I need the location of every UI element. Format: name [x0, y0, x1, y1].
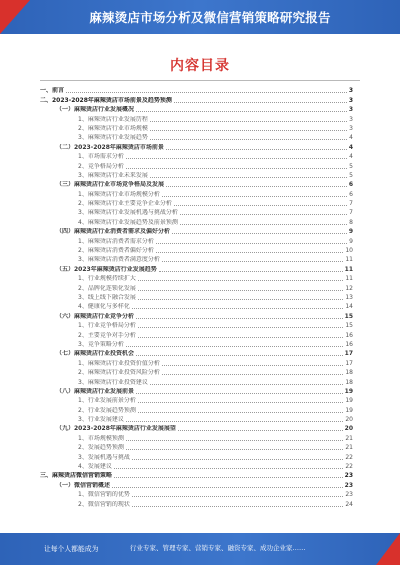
toc-entry[interactable]	[40, 461, 353, 470]
toc-entry-page: 14	[345, 303, 353, 311]
toc-entry-text: 2、微信营销的现状	[78, 500, 130, 508]
toc-entry[interactable]	[40, 226, 353, 235]
toc-entry[interactable]	[40, 320, 353, 329]
toc-leader-dots	[126, 421, 344, 422]
toc-entry[interactable]	[40, 470, 353, 479]
toc-entry-text: 2、麻辣烫店消费者偏好分析	[78, 247, 154, 255]
toc-entry[interactable]	[40, 310, 353, 319]
toc-entry[interactable]	[40, 94, 353, 103]
toc-entry-text: （四）麻辣烫店行业消费者需求及偏好分析	[56, 228, 171, 236]
toc-entry[interactable]	[40, 348, 353, 357]
toc-entry-page: 23	[344, 481, 353, 489]
toc-entry-page: 22	[345, 453, 353, 461]
toc-entry-text: 1、麻辣烫店消费者需求分析	[78, 237, 154, 245]
toc-leader-dots	[166, 186, 347, 187]
toc-entry-text: 二、2023-2028年麻辣烫店市场前景及趋势预测	[40, 96, 172, 104]
toc-leader-dots	[126, 346, 344, 347]
toc-entry-page: 9	[348, 228, 353, 236]
toc-entry[interactable]	[40, 339, 353, 348]
toc-entry[interactable]	[40, 386, 353, 395]
toc-entry[interactable]	[40, 216, 353, 225]
toc-entry[interactable]	[40, 141, 353, 150]
toc-entry-text: 1、市场需求分析	[78, 153, 124, 161]
toc-entry-page: 6	[348, 181, 353, 189]
toc-entry-text: （九）2023-2028年麻辣烫店行业发展展望	[56, 425, 176, 433]
toc-entry-page: 20	[344, 425, 353, 433]
toc-entry-page: 11	[345, 256, 353, 264]
toc-entry[interactable]	[40, 414, 353, 423]
toc-entry[interactable]	[40, 198, 353, 207]
toc-entry[interactable]	[40, 179, 353, 188]
toc-entry[interactable]	[40, 160, 353, 169]
toc-entry-page: 7	[349, 200, 353, 208]
toc-entry-page: 19	[344, 387, 353, 395]
toc-entry[interactable]	[40, 292, 353, 301]
toc-entry-page: 13	[345, 293, 353, 301]
toc-entry[interactable]	[40, 188, 353, 197]
footer-accent	[376, 533, 400, 565]
toc-entry[interactable]	[40, 395, 353, 404]
toc-entry-page: 10	[345, 247, 353, 255]
toc-entry-page: 23	[345, 491, 353, 499]
toc-entry[interactable]	[40, 329, 353, 338]
toc-entry-text: 3、行业发展建议	[78, 416, 124, 424]
toc-entry-text: 3、发展机遇与挑战	[78, 453, 130, 461]
toc-entry-page: 18	[345, 378, 353, 386]
table-of-contents	[40, 85, 353, 508]
toc-entry[interactable]	[40, 357, 353, 366]
toc-leader-dots	[180, 214, 347, 215]
toc-entry[interactable]	[40, 376, 353, 385]
toc-entry-page: 3	[349, 115, 353, 123]
toc-entry-page: 16	[345, 331, 353, 339]
toc-entry-page: 23	[344, 472, 353, 480]
toc-leader-dots	[150, 177, 347, 178]
toc-entry-page: 4	[349, 134, 353, 142]
toc-title: 内容目录	[170, 58, 230, 74]
toc-entry-page: 6	[349, 190, 353, 198]
toc-entry-text: 2、麻辣烫店行业投资风险分析	[78, 369, 160, 377]
toc-entry-text: 三、麻辣烫店微信营销策略	[40, 472, 113, 480]
toc-entry[interactable]	[40, 254, 353, 263]
toc-leader-dots	[138, 327, 344, 328]
toc-entry-text: 3、麻辣烫店消费者满意度分析	[78, 256, 160, 264]
toc-entry[interactable]	[40, 404, 353, 413]
toc-entry-page: 19	[345, 397, 353, 405]
toc-entry-text: 1、行业竞争格局分析	[78, 322, 136, 330]
toc-leader-dots	[150, 121, 347, 122]
toc-leader-dots	[138, 280, 344, 281]
toc-entry[interactable]	[40, 489, 353, 498]
toc-entry-text: 1、行业规模持续扩大	[78, 275, 136, 283]
toc-leader-dots	[138, 402, 344, 403]
toc-entry[interactable]	[40, 170, 353, 179]
toc-entry-page: 3	[348, 106, 353, 114]
toc-entry-page: 11	[344, 265, 353, 273]
toc-leader-dots	[114, 477, 343, 478]
toc-leader-dots	[132, 308, 344, 309]
toc-leader-dots	[178, 430, 343, 431]
toc-entry-text: 3、线上线下融合发展	[78, 293, 136, 301]
toc-leader-dots	[136, 111, 347, 112]
toc-entry-text: 3、竞争策略分析	[78, 340, 124, 348]
toc-leader-dots	[150, 384, 344, 385]
toc-entry-page: 3	[348, 87, 353, 95]
toc-entry-text: 2、麻辣烫店行业主要竞争企业分析	[78, 200, 172, 208]
toc-entry-page: 9	[349, 237, 353, 245]
toc-entry-text: 2、竞争格局分析	[78, 162, 124, 170]
toc-entry-page: 18	[345, 369, 353, 377]
toc-entry-text: 3、麻辣烫店行业未来发展	[78, 171, 148, 179]
toc-entry-text: 2、行业发展趋势预测	[78, 406, 136, 414]
toc-entry-text: （二）2023-2028年麻辣烫店市场前景	[56, 143, 164, 151]
toc-leader-dots	[126, 158, 347, 159]
toc-entry-text: （八）麻辣烫店行业发展前景	[56, 387, 135, 395]
toc-leader-dots	[174, 102, 347, 103]
toc-leader-dots	[172, 233, 347, 234]
toc-entry-page: 19	[345, 406, 353, 414]
toc-entry-text: 3、麻辣烫店行业发展趋势	[78, 134, 148, 142]
toc-entry[interactable]	[40, 85, 353, 94]
toc-entry-text: 一、前言	[40, 87, 65, 95]
toc-entry-page: 3	[348, 96, 353, 104]
toc-entry-text: 3、麻辣烫店行业投资建议	[78, 378, 148, 386]
toc-entry-page: 5	[349, 171, 353, 179]
toc-entry-text: （三）麻辣烫店行业市场竞争格局及发展	[56, 181, 165, 189]
toc-leader-dots	[136, 318, 343, 319]
toc-entry-page: 11	[345, 275, 353, 283]
toc-leader-dots	[66, 92, 347, 93]
toc-entry[interactable]	[40, 263, 353, 272]
toc-entry-text: 2、发展趋势预测	[78, 444, 124, 452]
toc-entry[interactable]	[40, 367, 353, 376]
toc-entry-page: 17	[345, 359, 353, 367]
toc-entry-page: 24	[345, 500, 353, 508]
toc-entry-text: 4、健康化与多样化	[78, 303, 130, 311]
toc-leader-dots	[126, 449, 344, 450]
toc-leader-dots	[162, 374, 344, 375]
toc-leader-dots	[138, 299, 344, 300]
toc-entry-text: 4、发展建议	[78, 463, 112, 471]
toc-entry-page: 7	[349, 209, 353, 217]
toc-entry[interactable]	[40, 432, 353, 441]
toc-entry[interactable]	[40, 301, 353, 310]
toc-leader-dots	[138, 290, 344, 291]
toc-entry-text: 1、麻辣烫店行业市场规模分析	[78, 190, 160, 198]
toc-entry-page: 21	[345, 444, 353, 452]
toc-entry-text: （六）麻辣烫店行业竞争分析	[56, 312, 135, 320]
toc-divider	[40, 80, 360, 81]
toc-entry[interactable]	[40, 273, 353, 282]
toc-leader-dots	[132, 506, 344, 507]
toc-entry[interactable]	[40, 151, 353, 160]
document-header-title: 麻辣烫店市场分析及微信营销策略研究报告	[89, 10, 331, 25]
toc-leader-dots	[126, 440, 344, 441]
toc-leader-dots	[166, 149, 347, 150]
toc-entry-page: 15	[344, 312, 353, 320]
toc-entry-text: （一）微信营销概述	[56, 481, 111, 489]
toc-entry[interactable]	[40, 123, 353, 132]
toc-leader-dots	[150, 139, 347, 140]
toc-entry[interactable]	[40, 423, 353, 432]
footer-slogan: 让每个人都能成为	[44, 545, 99, 553]
toc-entry-text: （七）麻辣烫店行业投资机会	[56, 350, 135, 358]
toc-entry-page: 16	[345, 340, 353, 348]
toc-entry[interactable]	[40, 132, 353, 141]
toc-leader-dots	[132, 459, 344, 460]
toc-leader-dots	[138, 412, 344, 413]
toc-entry-text: 1、市场规模预测	[78, 434, 124, 442]
toc-entry-text: 1、麻辣烫店行业投资价值分析	[78, 359, 160, 367]
toc-entry[interactable]	[40, 245, 353, 254]
toc-entry[interactable]	[40, 104, 353, 113]
toc-entry-page: 5	[349, 162, 353, 170]
toc-leader-dots	[159, 271, 343, 272]
toc-entry-page: 4	[349, 153, 353, 161]
toc-leader-dots	[162, 196, 347, 197]
toc-leader-dots	[126, 168, 347, 169]
toc-leader-dots	[156, 243, 347, 244]
toc-entry[interactable]	[40, 498, 353, 507]
toc-entry-text: 3、麻辣烫店行业发展机遇与挑战分析	[78, 209, 178, 217]
toc-entry-page: 21	[345, 434, 353, 442]
toc-leader-dots	[156, 252, 344, 253]
toc-leader-dots	[138, 337, 344, 338]
toc-entry-text: 2、麻辣烫店行业市场规模	[78, 124, 148, 132]
toc-entry-text: 1、微信营销的优势	[78, 491, 130, 499]
toc-entry-page: 15	[345, 322, 353, 330]
toc-entry-page: 22	[345, 463, 353, 471]
toc-entry[interactable]	[40, 451, 353, 460]
toc-leader-dots	[180, 224, 347, 225]
toc-leader-dots	[114, 468, 344, 469]
toc-entry[interactable]	[40, 113, 353, 122]
toc-entry-text: 1、行业发展前景分析	[78, 397, 136, 405]
toc-entry-text: 2、品牌化连锁化发展	[78, 284, 136, 292]
toc-leader-dots	[150, 130, 347, 131]
toc-entry-text: （五）2023年麻辣烫店行业发展趋势	[56, 265, 157, 273]
toc-leader-dots	[132, 496, 344, 497]
toc-entry-text: 1、麻辣烫店行业发展历程	[78, 115, 148, 123]
toc-entry[interactable]	[40, 282, 353, 291]
toc-leader-dots	[136, 355, 343, 356]
toc-entry-text: （一）麻辣烫店行业发展概况	[56, 106, 135, 114]
toc-leader-dots	[162, 365, 344, 366]
toc-leader-dots	[174, 205, 347, 206]
toc-entry-page: 12	[345, 284, 353, 292]
toc-entry-text: 4、麻辣烫店行业发展趋势及前景预测	[78, 218, 178, 226]
toc-entry[interactable]	[40, 235, 353, 244]
toc-entry[interactable]	[40, 442, 353, 451]
toc-leader-dots	[136, 393, 343, 394]
toc-entry[interactable]	[40, 479, 353, 488]
toc-entry-page: 4	[348, 143, 353, 151]
header-accent	[0, 0, 30, 34]
footer-tags: 行业专家、管理专家、营销专家、融资专家、成功企业家……	[130, 544, 306, 552]
toc-entry-page: 17	[344, 350, 353, 358]
toc-entry-page: 20	[345, 416, 353, 424]
toc-entry-text: 2、主要竞争对手分析	[78, 331, 136, 339]
toc-leader-dots	[162, 261, 344, 262]
toc-entry[interactable]	[40, 207, 353, 216]
toc-leader-dots	[112, 487, 343, 488]
toc-entry-page: 8	[349, 218, 353, 226]
toc-entry-page: 3	[349, 124, 353, 132]
